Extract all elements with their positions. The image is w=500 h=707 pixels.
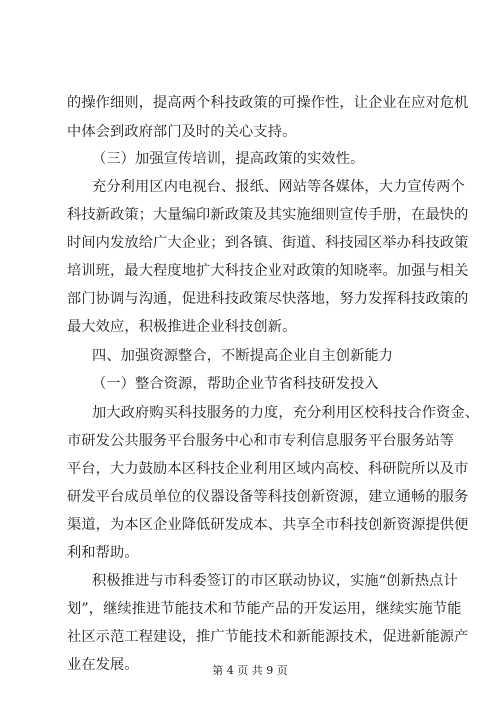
text-line: 培训班，最大程度地扩大科技企业对政策的知晓率。加强与相关	[67, 263, 469, 279]
text-line: 科技新政策；大量编印新政策及其实施细则宣传手册，在最快的	[67, 207, 469, 223]
paragraph-start: 加大政府购买科技服务的力度，充分利用区校科技合作资金、	[92, 405, 480, 421]
paragraph-start: 积极推进与市科委签订的市区联动协议，实施“创新热点计	[92, 573, 458, 589]
text-line: 平台，大力鼓励本区科技企业利用区域内高校、科研院所以及市	[67, 461, 469, 477]
text-line: 研发平台成员单位的仪器设备等科技创新资源，建立通畅的服务	[67, 489, 469, 505]
text-line: 利和帮助。	[67, 545, 139, 561]
section-heading: （一）整合资源，帮助企业节省科技研发投入	[92, 376, 379, 392]
text-line: 时间内发放给广大企业；到各镇、街道、科技园区举办科技政策	[67, 235, 469, 251]
text-line: 最大效应，积极推进企业科技创新。	[67, 319, 297, 335]
text-line: 社区示范工程建设，推广节能技术和新能源技术，促进新能源产	[67, 629, 469, 645]
chapter-heading: 四、加强资源整合，不断提高企业自主创新能力	[92, 348, 394, 364]
text-line: 划”，继续推进节能技术和节能产品的开发运用，继续实施节能	[67, 601, 462, 617]
text-line: 的操作细则，提高两个科技政策的可操作性，让企业在应对危机	[67, 95, 469, 111]
section-heading: （三）加强宣传培训，提高政策的实效性。	[92, 151, 365, 167]
text-line: 部门协调与沟通，促进科技政策尽快落地，努力发挥科技政策的	[67, 291, 469, 307]
text-line: 市研发公共服务平台服务中心和市专利信息服务平台服务站等	[67, 433, 455, 449]
text-line: 业在发展。	[67, 657, 139, 673]
paragraph-start: 充分利用区内电视台、报纸、网站等各媒体，大力宣传两个	[92, 179, 465, 195]
text-line: 中体会到政府部门及时的关心支持。	[67, 124, 297, 140]
text-line: 渠道，为本区企业降低研发成本、共享全市科技创新资源提供便	[67, 517, 469, 533]
page-number-footer: 第 4 页 共 9 页	[212, 664, 288, 677]
